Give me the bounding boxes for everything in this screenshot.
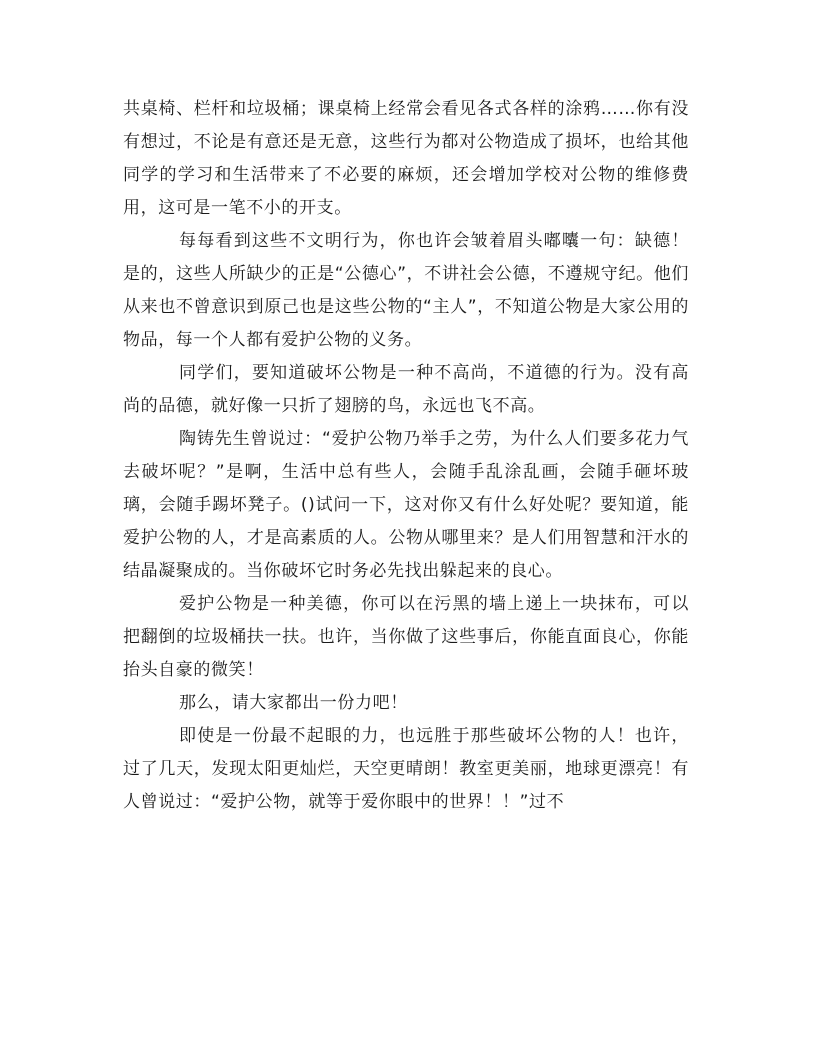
paragraph-continuation: 共桌椅、栏杆和垃圾桶；课桌椅上经常会看见各式各样的涂鸦……你有没有想过，不论是有意还是无意，这些行为都对公物造成了损坏，也给其他同学的学习和生活带来了不必要的麻烦，还会增加学校对公物的维修费用，这可是一笔不小的开支。 xyxy=(123,99,689,218)
paragraph-classmates: 同学们，要知道破坏公物是一种不高尚，不道德的行为。没有高尚的品德，就好像一只折了翅膀的鸟，永远也飞不高。 xyxy=(123,363,689,416)
paragraph-tao-zhu-quote: 陶铸先生曾说过：“爱护公物乃举手之劳，为什么人们要多花力气去破坏呢？”是啊，生活中总有些人，会随手乱涂乱画，会随手砸坏玻璃，会随手踢坏凳子。()试问一下，这对你又有什么好处呢？要知道，能爱护公物的人，才是高素质的人。公物从哪里来？是人们用智慧和汗水的结晶凝聚成的。当你破坏它时务必先找出躲起来的良心。 xyxy=(123,429,689,581)
paragraph-virtue: 爱护公物是一种美德，你可以在污黑的墙上递上一块抹布，可以把翻倒的垃圾桶扶一扶。也许，当你做了这些事后，你能直面良心，你能抬头自豪的微笑！ xyxy=(123,594,689,680)
paragraph-call-to-action: 那么，请大家都出一份力吧！ xyxy=(179,693,408,713)
document-body xyxy=(123,93,689,819)
paragraph-lack-of-morality: 每每看到这些不文明行为，你也许会皱着眉头嘟囔一句：缺德！是的，这些人所缺少的正是“公德心”，不讲社会公德，不遵规守纪。他们从来也不曾意识到原己也是这些公物的“主人”，不知道公物是大家公用的物品，每一个人都有爱护公物的义务。 xyxy=(123,231,689,350)
paragraph-closing: 即使是一份最不起眼的力，也远胜于那些破坏公物的人！也许，过了几天，发现太阳更灿烂，天空更晴朗！教室更美丽，地球更漂亮！有人曾说过：“爱护公物，就等于爱你眼中的世界！！”过不 xyxy=(123,726,689,812)
